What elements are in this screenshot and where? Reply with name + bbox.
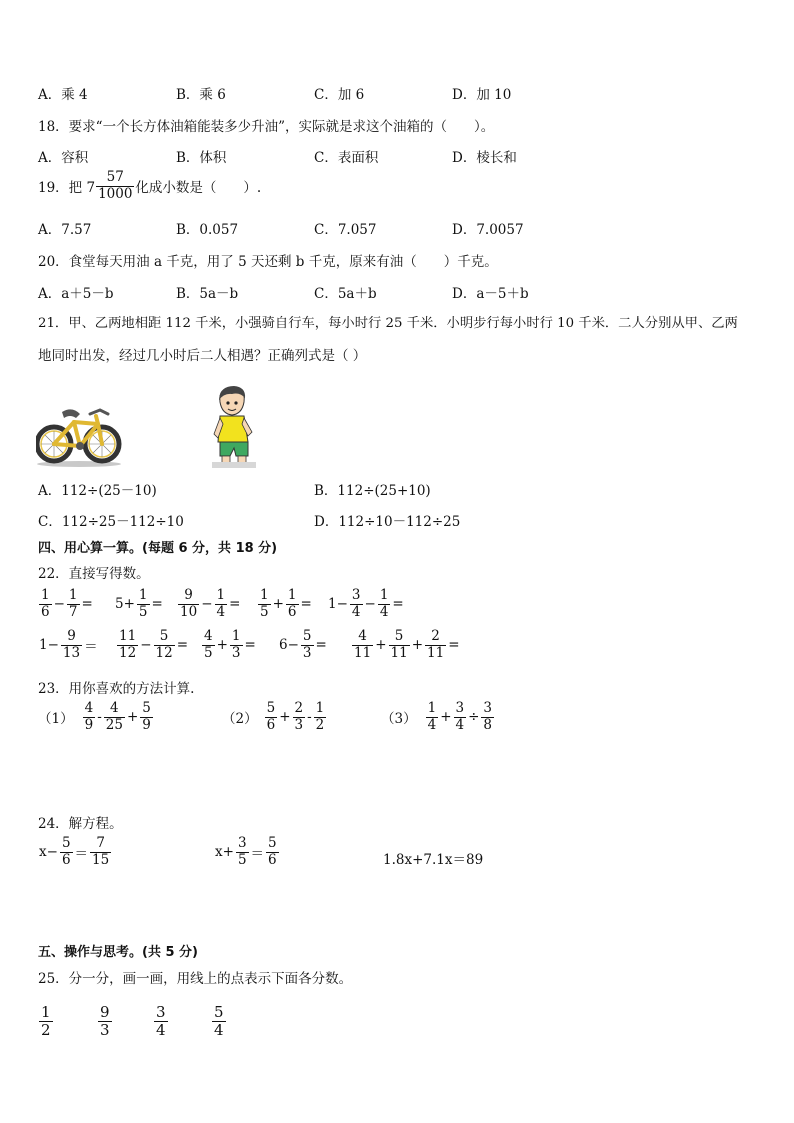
q23-item-1: （1） $\frac{4}{9}$ - $\frac{4}{25}$ + $\frac{5}{9}$ bbox=[38, 700, 151, 733]
q22-r1-expr-1: $\frac{1}{6}$ − $\frac{1}{7}$ = bbox=[41, 587, 93, 620]
q25-fraction-2: $\frac{9}{3}$ bbox=[100, 1003, 110, 1040]
q25-fraction-1: $\frac{1}{2}$ bbox=[41, 1003, 51, 1040]
q22-r1-expr-5: 1− $\frac{3}{4}$ − $\frac{1}{4}$ = bbox=[328, 587, 404, 620]
q22-r2-expr-5: $\frac{4}{11}$ + $\frac{5}{11}$ + $\frac{2}{11}$ = bbox=[354, 628, 460, 661]
q24-equation-2: x+ $\frac{3}{5}$ ＝ $\frac{5}{6}$ bbox=[215, 835, 277, 868]
q18-option-b: B．体积 bbox=[176, 150, 227, 166]
q20-option-c: C．5a＋b bbox=[314, 286, 377, 302]
q22-r1-expr-4: $\frac{1}{5}$ + $\frac{1}{6}$ = bbox=[260, 587, 312, 620]
q23-title: 23．用你喜欢的方法计算. bbox=[38, 681, 195, 697]
q18-option-c: C．表面积 bbox=[314, 150, 379, 166]
q19-option-d: D．7.0057 bbox=[452, 222, 524, 238]
q18-question: 18．要求“一个长方体油箱能装多少升油”，实际就是求这个油箱的（ ）。 bbox=[38, 119, 495, 135]
q25-fraction-3: $\frac{3}{4}$ bbox=[156, 1003, 166, 1040]
section4-title: 四、用心算一算。(每题 6 分，共 18 分) bbox=[38, 541, 278, 556]
q21-option-d: D．112÷10－112÷25 bbox=[314, 514, 461, 530]
q21-option-b: B．112÷(25+10) bbox=[314, 483, 431, 499]
q22-title: 22．直接写得数。 bbox=[38, 566, 150, 582]
bicycle-image bbox=[36, 388, 122, 468]
q17-option-b: B．乘 6 bbox=[176, 87, 226, 103]
boy-image bbox=[212, 384, 256, 468]
q17-option-c: C．加 6 bbox=[314, 87, 365, 103]
q17-option-d: D．加 10 bbox=[452, 87, 512, 103]
q17-option-a: A．乘 4 bbox=[38, 87, 88, 103]
q24-title: 24．解方程。 bbox=[38, 816, 123, 832]
q25-title: 25．分一分，画一画，用线上的点表示下面各分数。 bbox=[38, 971, 353, 987]
q19-frac-num: 57 bbox=[96, 170, 134, 187]
q21-option-a: A．112÷(25－10) bbox=[38, 483, 157, 499]
q20-option-a: A．a＋5－b bbox=[38, 286, 114, 302]
q22-r2-expr-1: 1− $\frac{9}{13}$ ＝ bbox=[39, 628, 98, 661]
q24-equation-1: x− $\frac{5}{6}$ ＝ $\frac{7}{15}$ bbox=[39, 835, 110, 868]
q23-item-2: （2） $\frac{5}{6}$ + $\frac{2}{3}$ - $\frac{1}{2}$ bbox=[222, 700, 325, 733]
q24-equation-3: 1.8x+7.1x＝89 bbox=[383, 852, 484, 868]
q20-question: 20．食堂每天用油 a 千克，用了 5 天还剩 b 千克，原来有油（ ）千克。 bbox=[38, 254, 498, 270]
q20-option-d: D．a－5＋b bbox=[452, 286, 529, 302]
section5-title: 五、操作与思考。(共 5 分) bbox=[38, 945, 198, 960]
q19-option-c: C．7.057 bbox=[314, 222, 377, 238]
q19-prefix: 19．把 7 bbox=[38, 180, 96, 197]
q25-fraction-4: $\frac{5}{4}$ bbox=[214, 1003, 224, 1040]
q22-r1-expr-2: 5+ $\frac{1}{5}$ = bbox=[115, 587, 163, 620]
q19-option-a: A．7.57 bbox=[38, 222, 92, 238]
q22-r1-expr-3: $\frac{9}{10}$ − $\frac{1}{4}$ = bbox=[180, 587, 241, 620]
q19-frac-den: 1000 bbox=[98, 185, 133, 202]
q23-item-3: （3） $\frac{1}{4}$ + $\frac{3}{4}$ ÷ $\frac{3}{8}$ bbox=[381, 700, 492, 733]
q19-option-b: B．0.057 bbox=[176, 222, 239, 238]
q22-r2-expr-2: $\frac{11}{12}$ − $\frac{5}{12}$ = bbox=[119, 628, 188, 661]
q19-fraction bbox=[96, 170, 134, 202]
q18-option-d: D．棱长和 bbox=[452, 150, 517, 166]
q22-r2-expr-3: $\frac{4}{5}$ + $\frac{1}{3}$ = bbox=[204, 628, 256, 661]
q21-question-line1: 21．甲、乙两地相距 112 千米，小强骑自行车，每小时行 25 千米．小明步行每小时行 10 千米．二人分别从甲、乙两 bbox=[38, 316, 738, 331]
q18-option-a: A．容积 bbox=[38, 150, 89, 166]
q22-r2-expr-4: 6− $\frac{5}{3}$ = bbox=[279, 628, 327, 661]
q20-option-b: B．5a－b bbox=[176, 286, 239, 302]
q21-question-line2: 地同时出发，经过几小时后二人相遇？正确列式是（ ） bbox=[38, 348, 367, 364]
q19-suffix: 化成小数是（ ）. bbox=[135, 180, 262, 197]
q19-question bbox=[38, 170, 261, 202]
q21-option-c: C．112÷25－112÷10 bbox=[38, 514, 184, 530]
